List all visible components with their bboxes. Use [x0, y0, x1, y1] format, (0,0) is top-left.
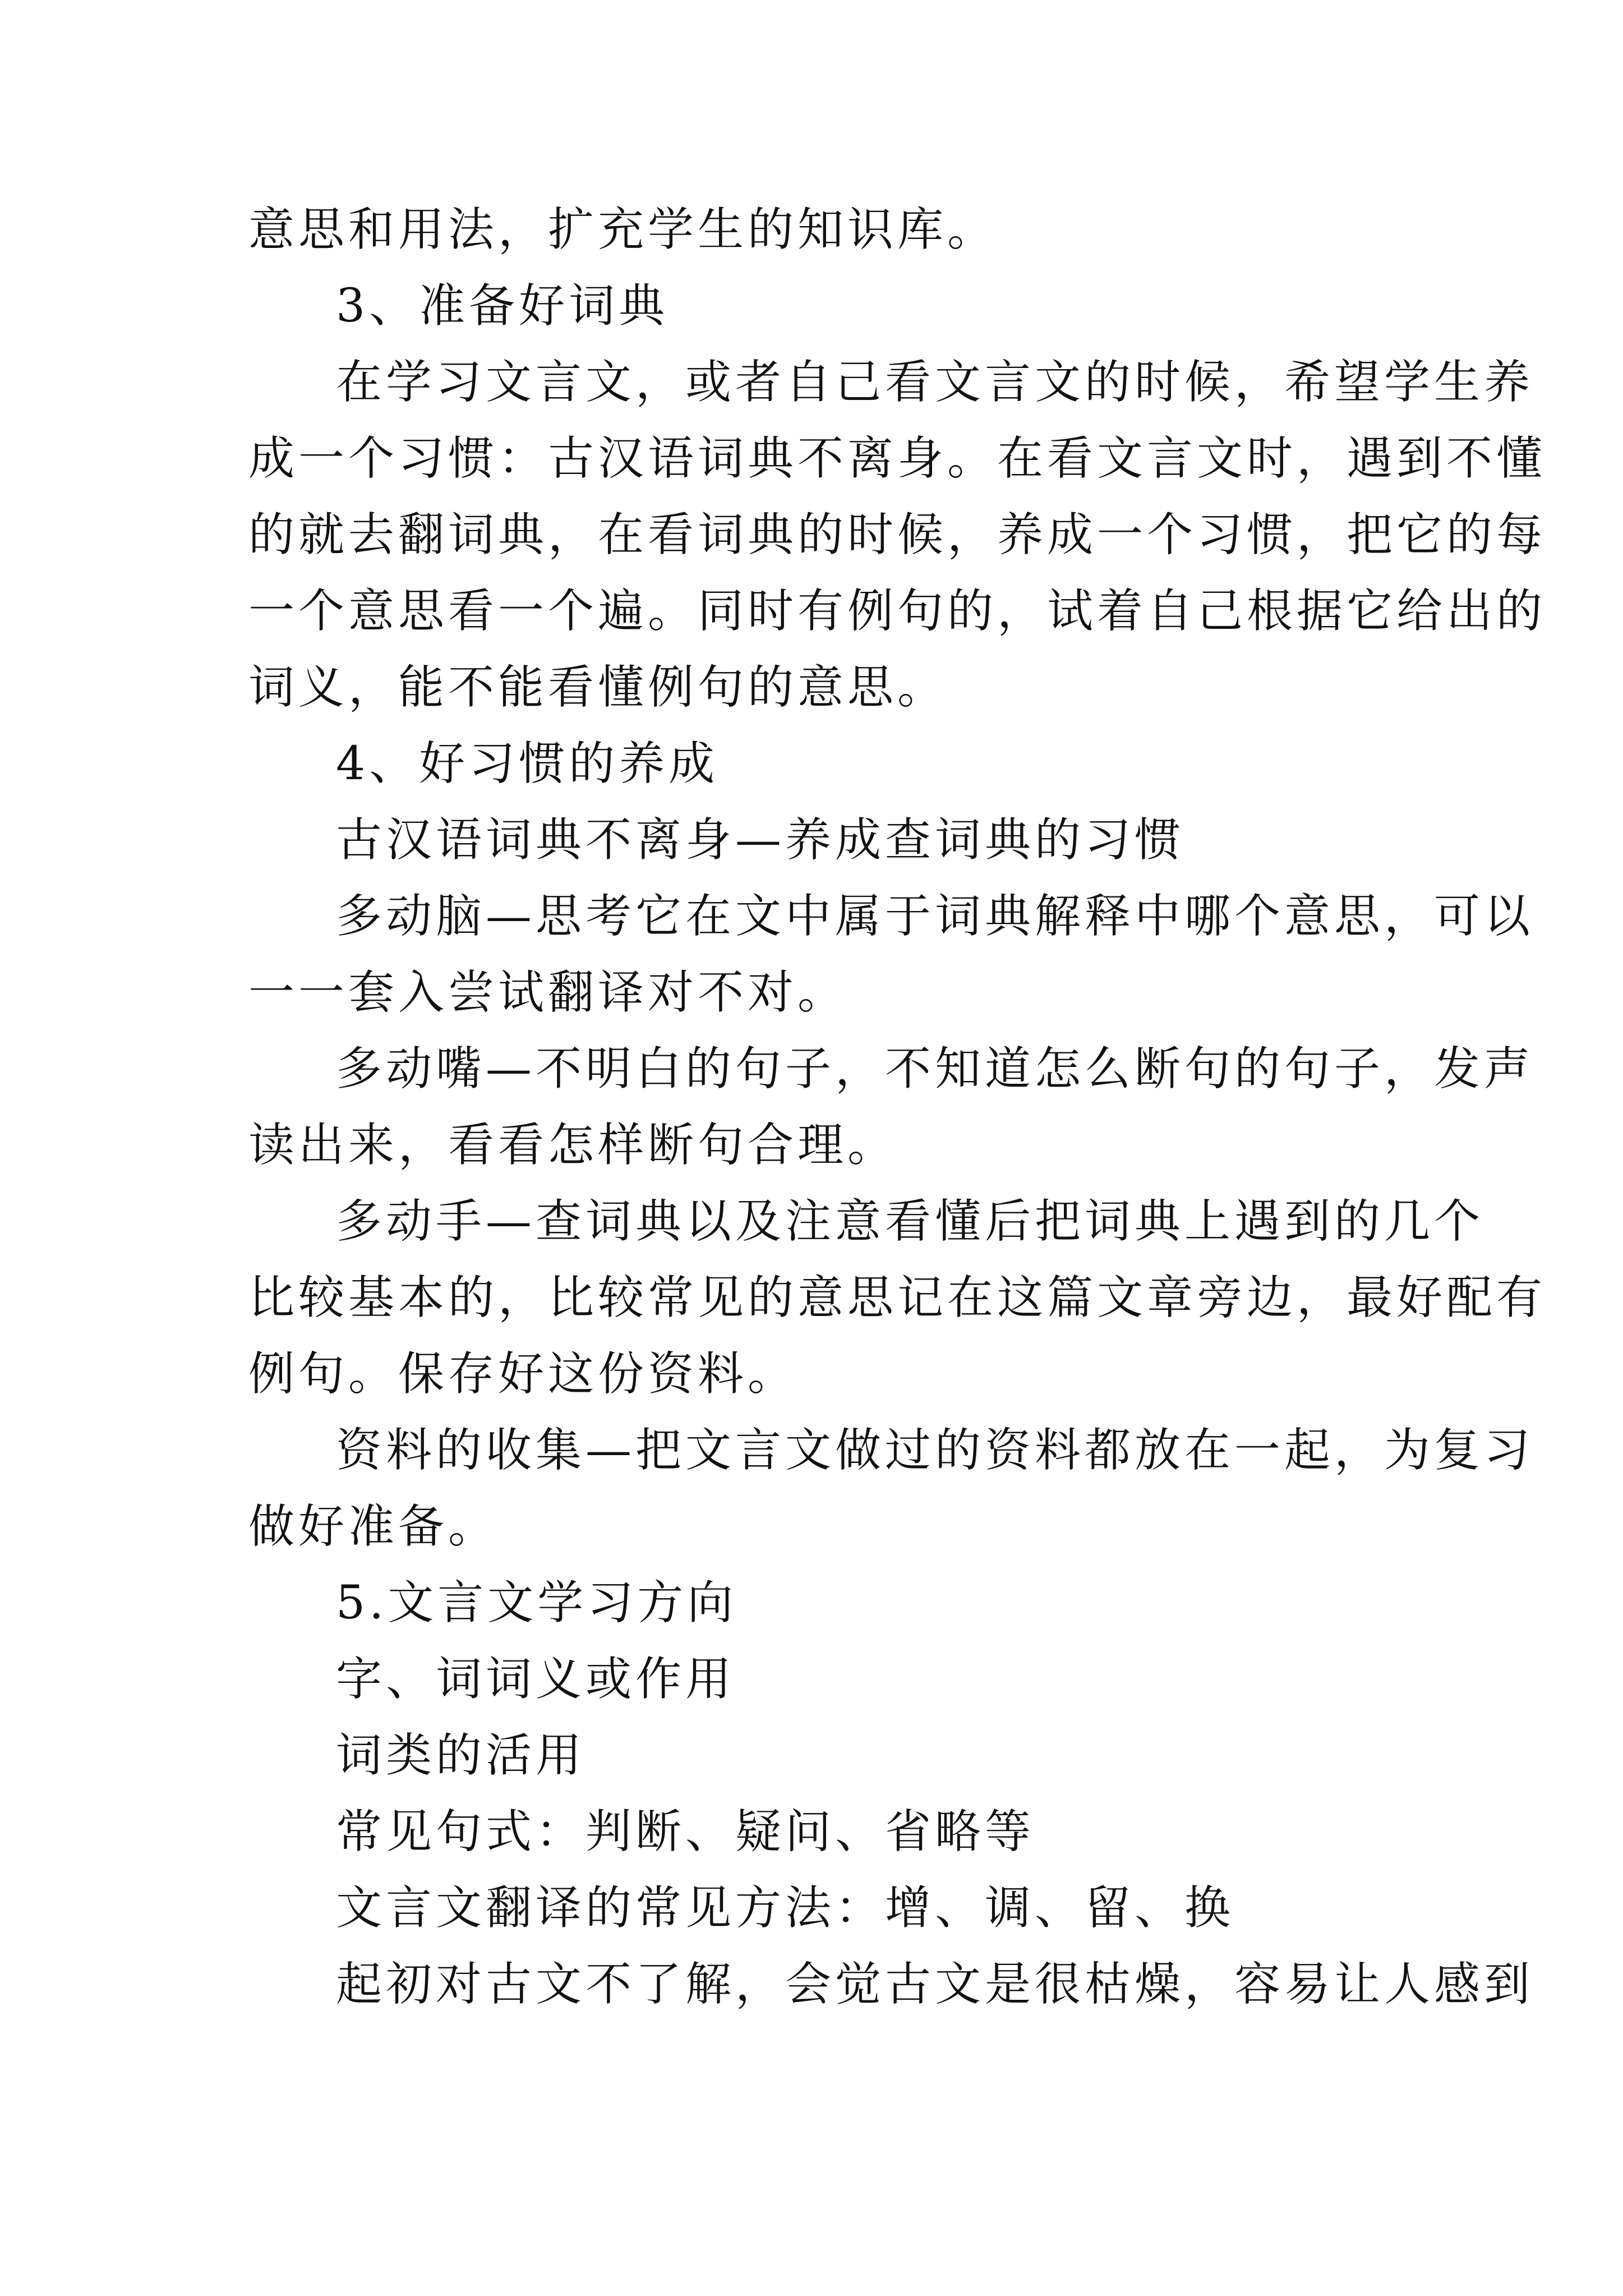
text-line: 多动脑—思考它在文中属于词典解释中哪个意思，可以	[336, 890, 1534, 943]
text-line: 意思和用法，扩充学生的知识库。	[248, 203, 998, 256]
text-line: 起初对古文不了解，会觉古文是很枯燥，容易让人感到	[336, 1958, 1534, 2011]
list-item: 字、词词义或作用	[336, 1653, 736, 1706]
list-item: 词类的活用	[336, 1729, 586, 1782]
list-item: 常见句式：判断、疑问、省略等	[336, 1805, 1035, 1858]
text-line: 一一套入尝试翻译对不对。	[248, 966, 848, 1019]
text-line: 资料的收集—把文言文做过的资料都放在一起，为复习	[336, 1424, 1534, 1477]
text-line: 在学习文言文，或者自己看文言文的时候，希望学生养	[336, 356, 1534, 409]
text-line: 一个意思看一个遍。同时有例句的，试着自己根据它给出的	[248, 585, 1547, 638]
text-line: 多动手—查词典以及注意看懂后把词典上遇到的几个	[336, 1195, 1484, 1248]
text-line: 读出来，看看怎样断句合理。	[248, 1119, 898, 1172]
text-line: 做好准备。	[248, 1500, 499, 1553]
text-line: 词义，能不能看懂例句的意思。	[248, 661, 948, 714]
section-heading: 3、准备好词典	[336, 279, 669, 333]
text-line: 成一个习惯：古汉语词典不离身。在看文言文时，遇到不懂	[248, 432, 1547, 485]
section-heading: 4、好习惯的养成	[336, 737, 719, 790]
list-item: 文言文翻译的常见方法：增、调、留、换	[336, 1881, 1235, 1935]
text-line: 例句。保存好这份资料。	[248, 1347, 798, 1401]
text-line: 多动嘴—不明白的句子，不知道怎么断句的句子，发声	[336, 1042, 1534, 1096]
section-heading: 5.文言文学习方向	[336, 1576, 737, 1630]
text-line: 的就去翻词典，在看词典的时候，养成一个习惯，把它的每	[248, 508, 1547, 562]
text-line: 比较基本的，比较常见的意思记在这篇文章旁边，最好配有	[248, 1271, 1547, 1324]
text-line: 古汉语词典不离身—养成查词典的习惯	[336, 813, 1185, 867]
